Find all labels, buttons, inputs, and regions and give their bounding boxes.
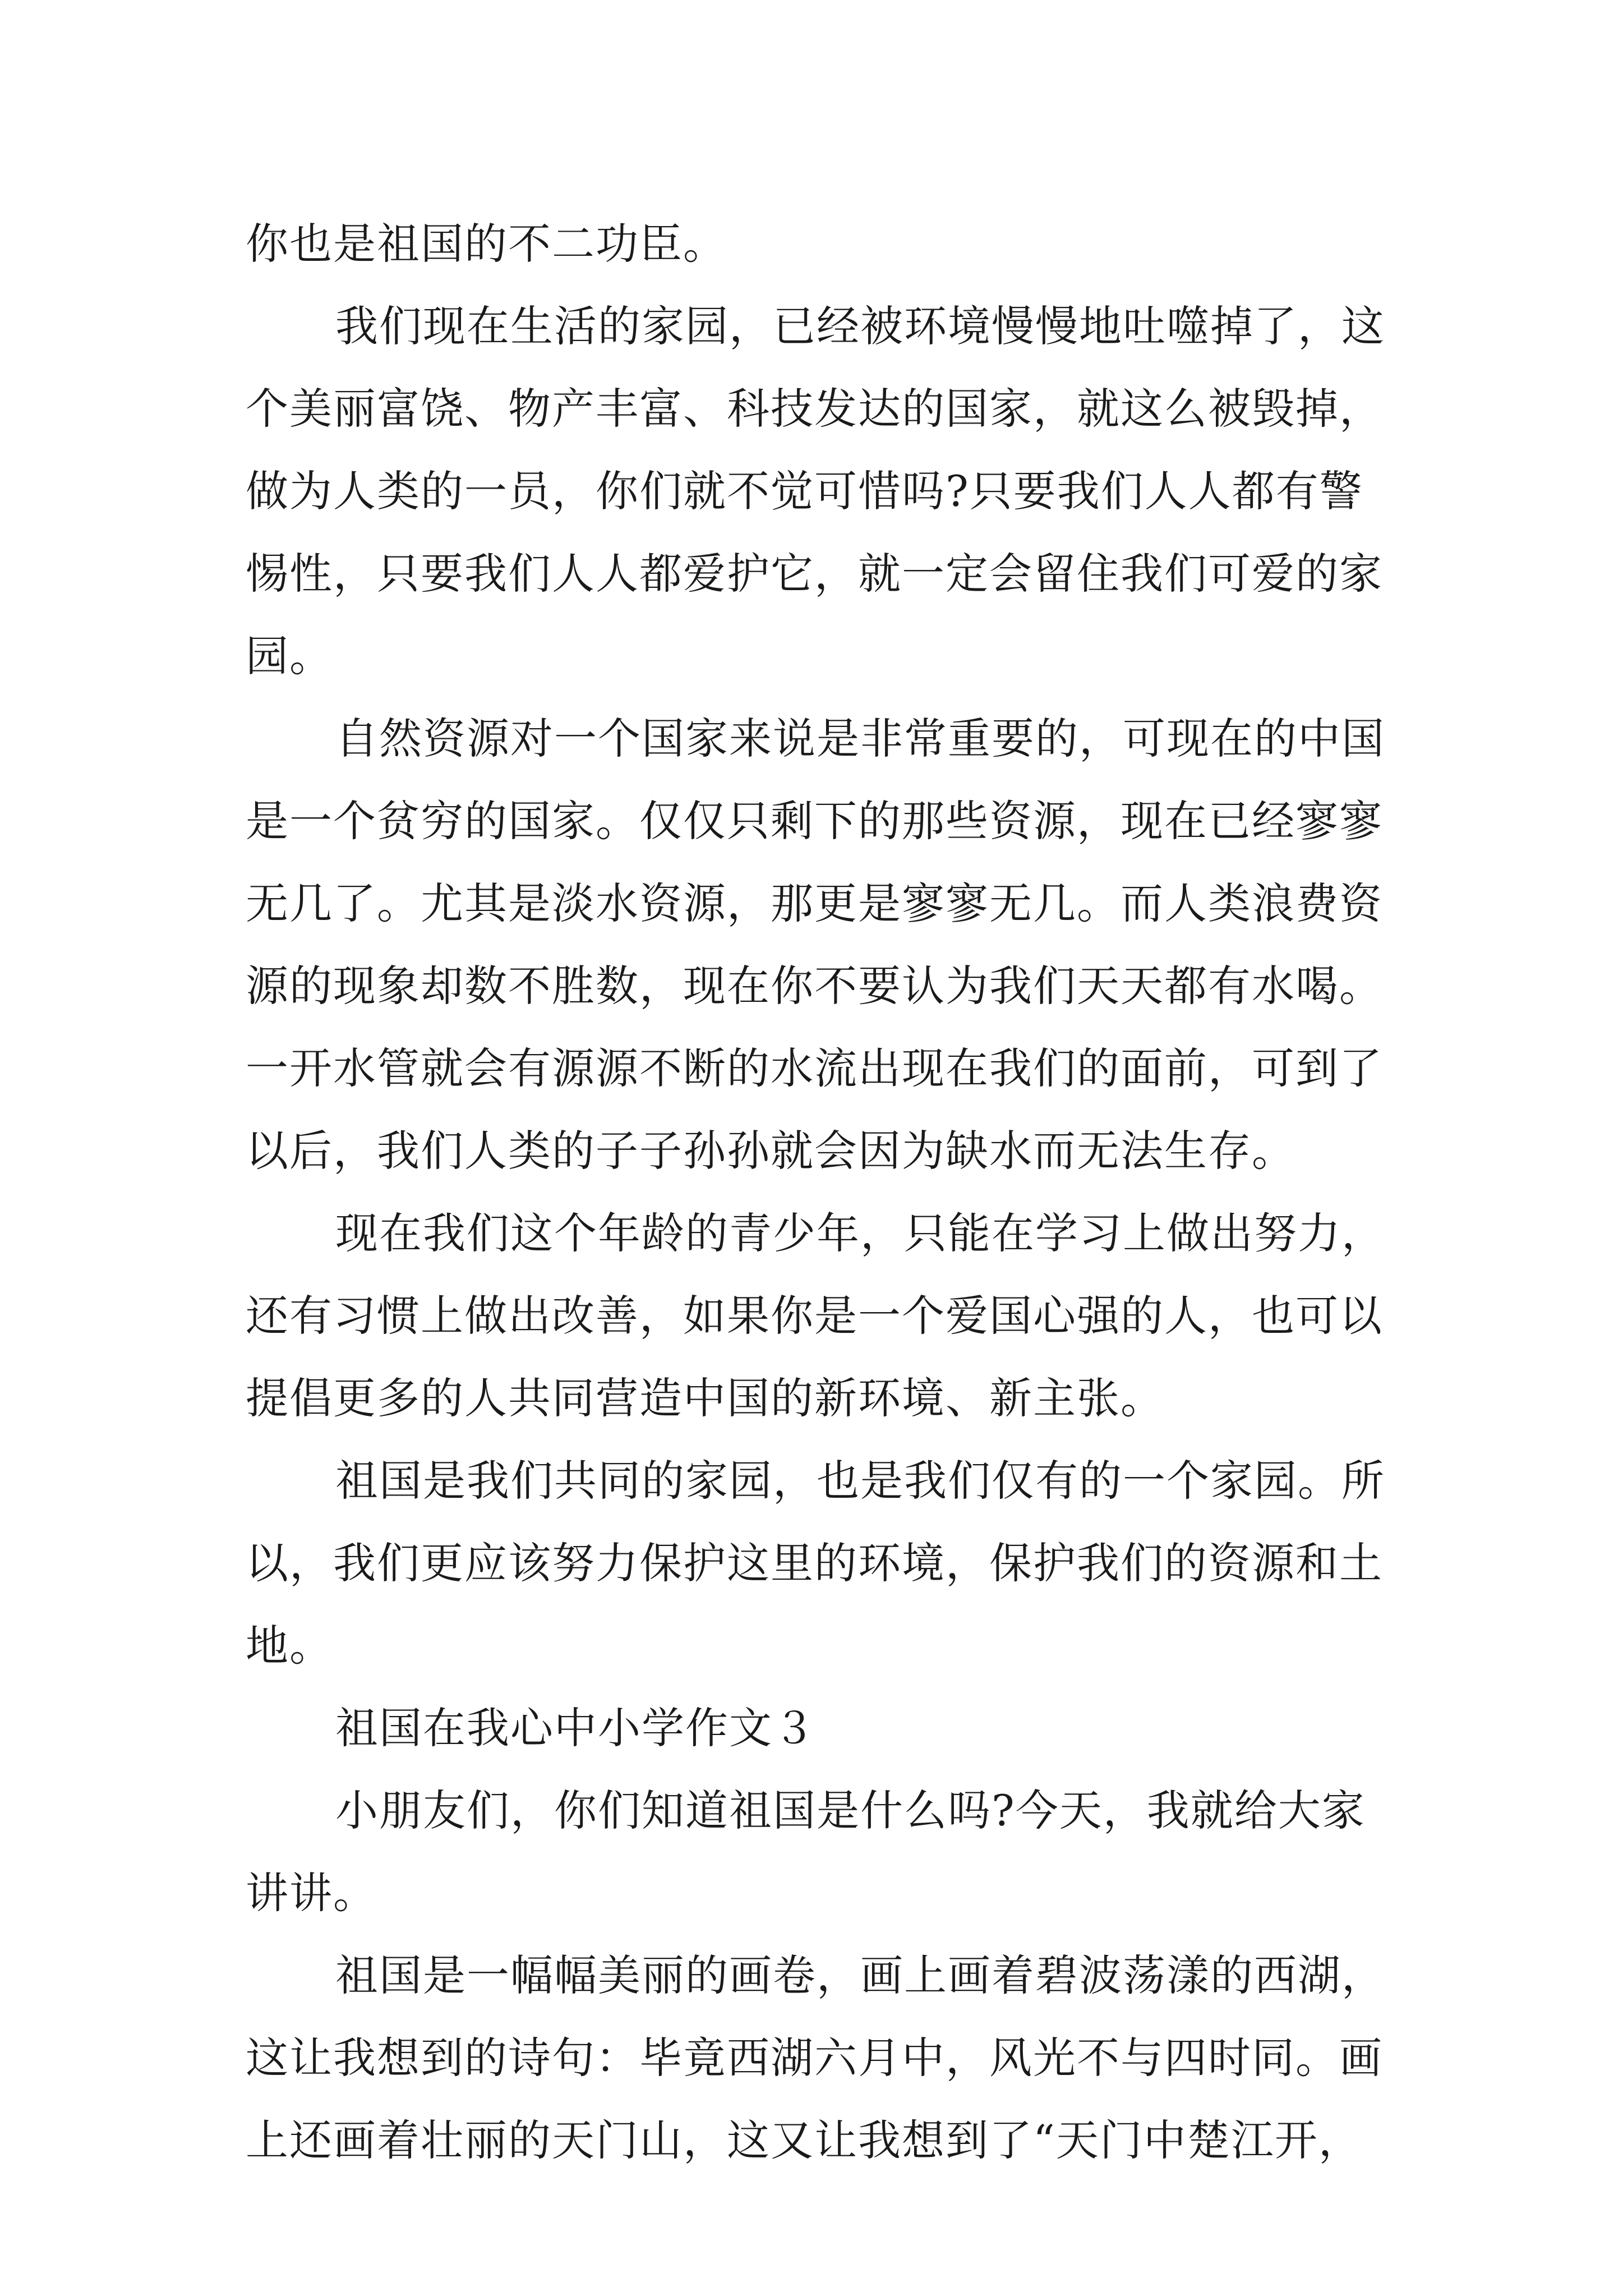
paragraph-start-line: 自然资源对一个国家来说是非常重要的，可现在的中国 [335, 714, 1385, 763]
text-line: 做为人类的一员，你们就不觉可惜吗?只要我们人人都有警 [246, 466, 1363, 516]
text-line: 以，我们更应该努力保护这里的环境，保护我们的资源和土 [246, 1538, 1383, 1588]
text-line: 无几了。尤其是淡水资源，那更是寥寥无几。而人类浪费资 [246, 878, 1383, 928]
text-line: 提倡更多的人共同营造中国的新环境、新主张。 [246, 1373, 1164, 1423]
text-line: 一开水管就会有源源不断的水流出现在我们的面前，可到了 [246, 1043, 1383, 1093]
text-line: 你也是祖国的不二功臣。 [246, 219, 727, 269]
text-line: 园。 [246, 631, 333, 681]
paragraph-start-line: 祖国是一幅幅美丽的画卷，画上画着碧波荡漾的西湖， [335, 1950, 1385, 2000]
text-line: 讲讲。 [246, 1868, 377, 1918]
text-line: 源的现象却数不胜数，现在你不要认为我们天天都有水喝。 [246, 961, 1383, 1011]
text-line: 个美丽富饶、物产丰富、科技发达的国家，就这么被毁掉， [246, 384, 1383, 434]
text-line: 上还画着壮丽的天门山，这又让我想到了“天门中楚江开， [246, 2115, 1362, 2165]
paragraph-start-line: 现在我们这个年龄的青少年，只能在学习上做出努力， [335, 1208, 1385, 1258]
paragraph-start-line: 祖国是我们共同的家园，也是我们仅有的一个家园。所 [335, 1456, 1385, 1506]
text-line: 这让我想到的诗句：毕竟西湖六月中，风光不与四时同。画 [246, 2033, 1383, 2083]
paragraph-start-line: 我们现在生活的家园，已经被环境慢慢地吐噬掉了，这 [335, 301, 1385, 351]
text-line: 以后，我们人类的子子孙孙就会因为缺水而无法生存。 [246, 1126, 1295, 1176]
text-line: 地。 [246, 1621, 333, 1671]
text-line: 惕性，只要我们人人都爱护它，就一定会留住我们可爱的家 [246, 549, 1383, 599]
section-heading: 祖国在我心中小学作文３ [335, 1703, 817, 1753]
text-line: 还有习惯上做出改善，如果你是一个爱国心强的人，也可以 [246, 1291, 1383, 1341]
text-line: 是一个贫穷的国家。仅仅只剩下的那些资源，现在已经寥寥 [246, 796, 1383, 846]
paragraph-start-line: 小朋友们，你们知道祖国是什么吗?今天，我就给大家 [335, 1786, 1366, 1835]
